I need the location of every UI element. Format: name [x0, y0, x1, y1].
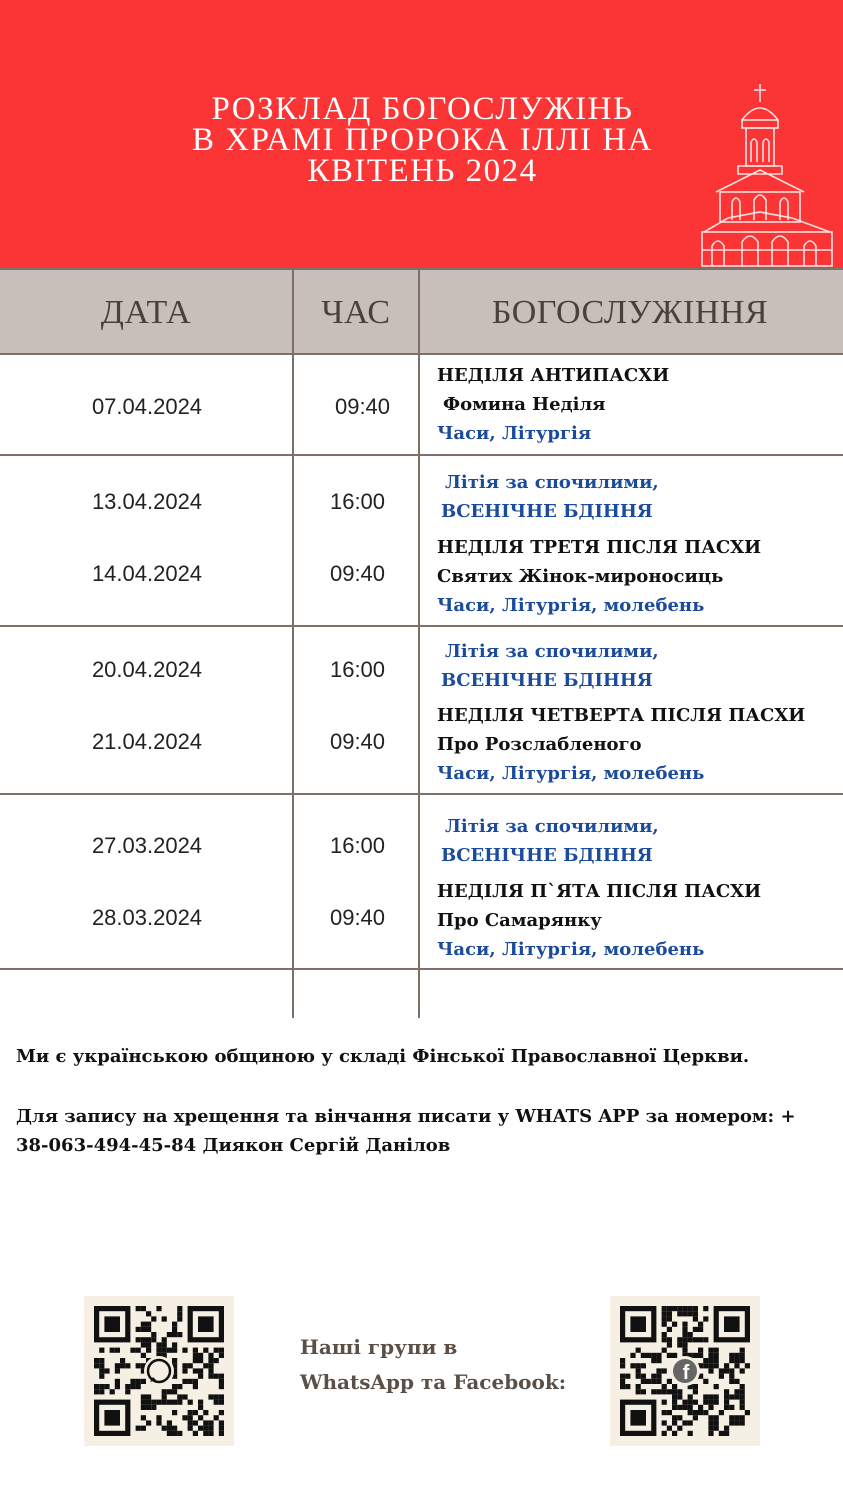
service-line: ВСЕНІЧНЕ БДІННЯ	[441, 845, 653, 866]
time-cell: 09:40	[334, 394, 391, 419]
groups-label-line: WhatsApp та Facebook:	[300, 1370, 567, 1394]
service-line: Часи, Літургія, молебень	[437, 939, 705, 960]
column-header-date: ДАТА	[100, 294, 192, 331]
date-cell: 27.03.2024	[91, 833, 203, 858]
header-banner	[0, 0, 843, 268]
service-line: Про Розслабленого	[437, 734, 642, 755]
time-cell: 16:00	[329, 489, 386, 514]
date-cell: 28.03.2024	[91, 905, 203, 930]
service-line: НЕДІЛЯ АНТИПАСХИ	[437, 365, 670, 386]
church-outline-icon	[698, 82, 838, 268]
date-cell: 20.04.2024	[91, 657, 203, 682]
service-line: НЕДІЛЯ ТРЕТЯ ПІСЛЯ ПАСХИ	[437, 537, 762, 558]
time-cell: 09:40	[329, 729, 386, 754]
row-divider	[0, 793, 843, 795]
service-line: Літія за спочилими,	[445, 641, 659, 662]
column-header-time: ЧАС	[321, 294, 391, 331]
column-header-service: БОГОСЛУЖІННЯ	[491, 294, 769, 331]
service-line: НЕДІЛЯ П`ЯТА ПІСЛЯ ПАСХИ	[437, 881, 762, 902]
service-line: Літія за спочилими,	[445, 816, 659, 837]
service-line: Часи, Літургія	[437, 423, 592, 444]
date-cell: 13.04.2024	[91, 489, 203, 514]
svg-text:f: f	[682, 1362, 690, 1384]
service-line: Літія за спочилими,	[445, 472, 659, 493]
date-cell: 07.04.2024	[91, 394, 203, 419]
contact-note: Для запису на хрещення та вінчання писати у WHATS APP за номером: + 38-063-494-45-84 Диякон Сергій Данілов	[16, 1106, 796, 1156]
service-line: ВСЕНІЧНЕ БДІННЯ	[441, 670, 653, 691]
time-cell: 16:00	[329, 657, 386, 682]
groups-label	[300, 1330, 600, 1400]
title-line: В ХРАМІ ПРОРОКА ІЛЛІ НА	[192, 122, 653, 158]
time-cell: 09:40	[329, 561, 386, 586]
row-divider	[0, 968, 843, 970]
time-cell: 09:40	[329, 905, 386, 930]
community-note: Ми є українською общиною у складі Фінської Православної Церкви.	[16, 1046, 750, 1067]
service-line: Святих Жінок-мироносиць	[437, 566, 724, 587]
column-divider	[292, 268, 294, 1018]
page-title	[150, 91, 695, 189]
column-divider	[418, 268, 420, 1018]
facebook-qr-code[interactable]	[610, 1296, 760, 1446]
qr-code-icon	[84, 1296, 234, 1446]
title-line: РОЗКЛАД БОГОСЛУЖІНЬ	[211, 91, 634, 127]
qr-code-icon	[610, 1296, 760, 1446]
service-line: Про Самарянку	[437, 910, 602, 931]
date-cell: 21.04.2024	[91, 729, 203, 754]
service-line: ВСЕНІЧНЕ БДІННЯ	[441, 501, 653, 522]
row-divider	[0, 454, 843, 456]
service-line: НЕДІЛЯ ЧЕТВЕРТА ПІСЛЯ ПАСХИ	[437, 705, 806, 726]
service-line: Фомина Неділя	[443, 394, 606, 415]
table-header-row	[0, 268, 843, 355]
row-divider	[0, 625, 843, 627]
date-cell: 14.04.2024	[91, 561, 203, 586]
service-line: Часи, Літургія, молебень	[437, 763, 705, 784]
title-line: КВІТЕНЬ 2024	[307, 153, 538, 189]
whatsapp-qr-code[interactable]	[84, 1296, 234, 1446]
service-line: Часи, Літургія, молебень	[437, 595, 705, 616]
time-cell: 16:00	[329, 833, 386, 858]
groups-label-line: Наші групи в	[300, 1335, 458, 1359]
